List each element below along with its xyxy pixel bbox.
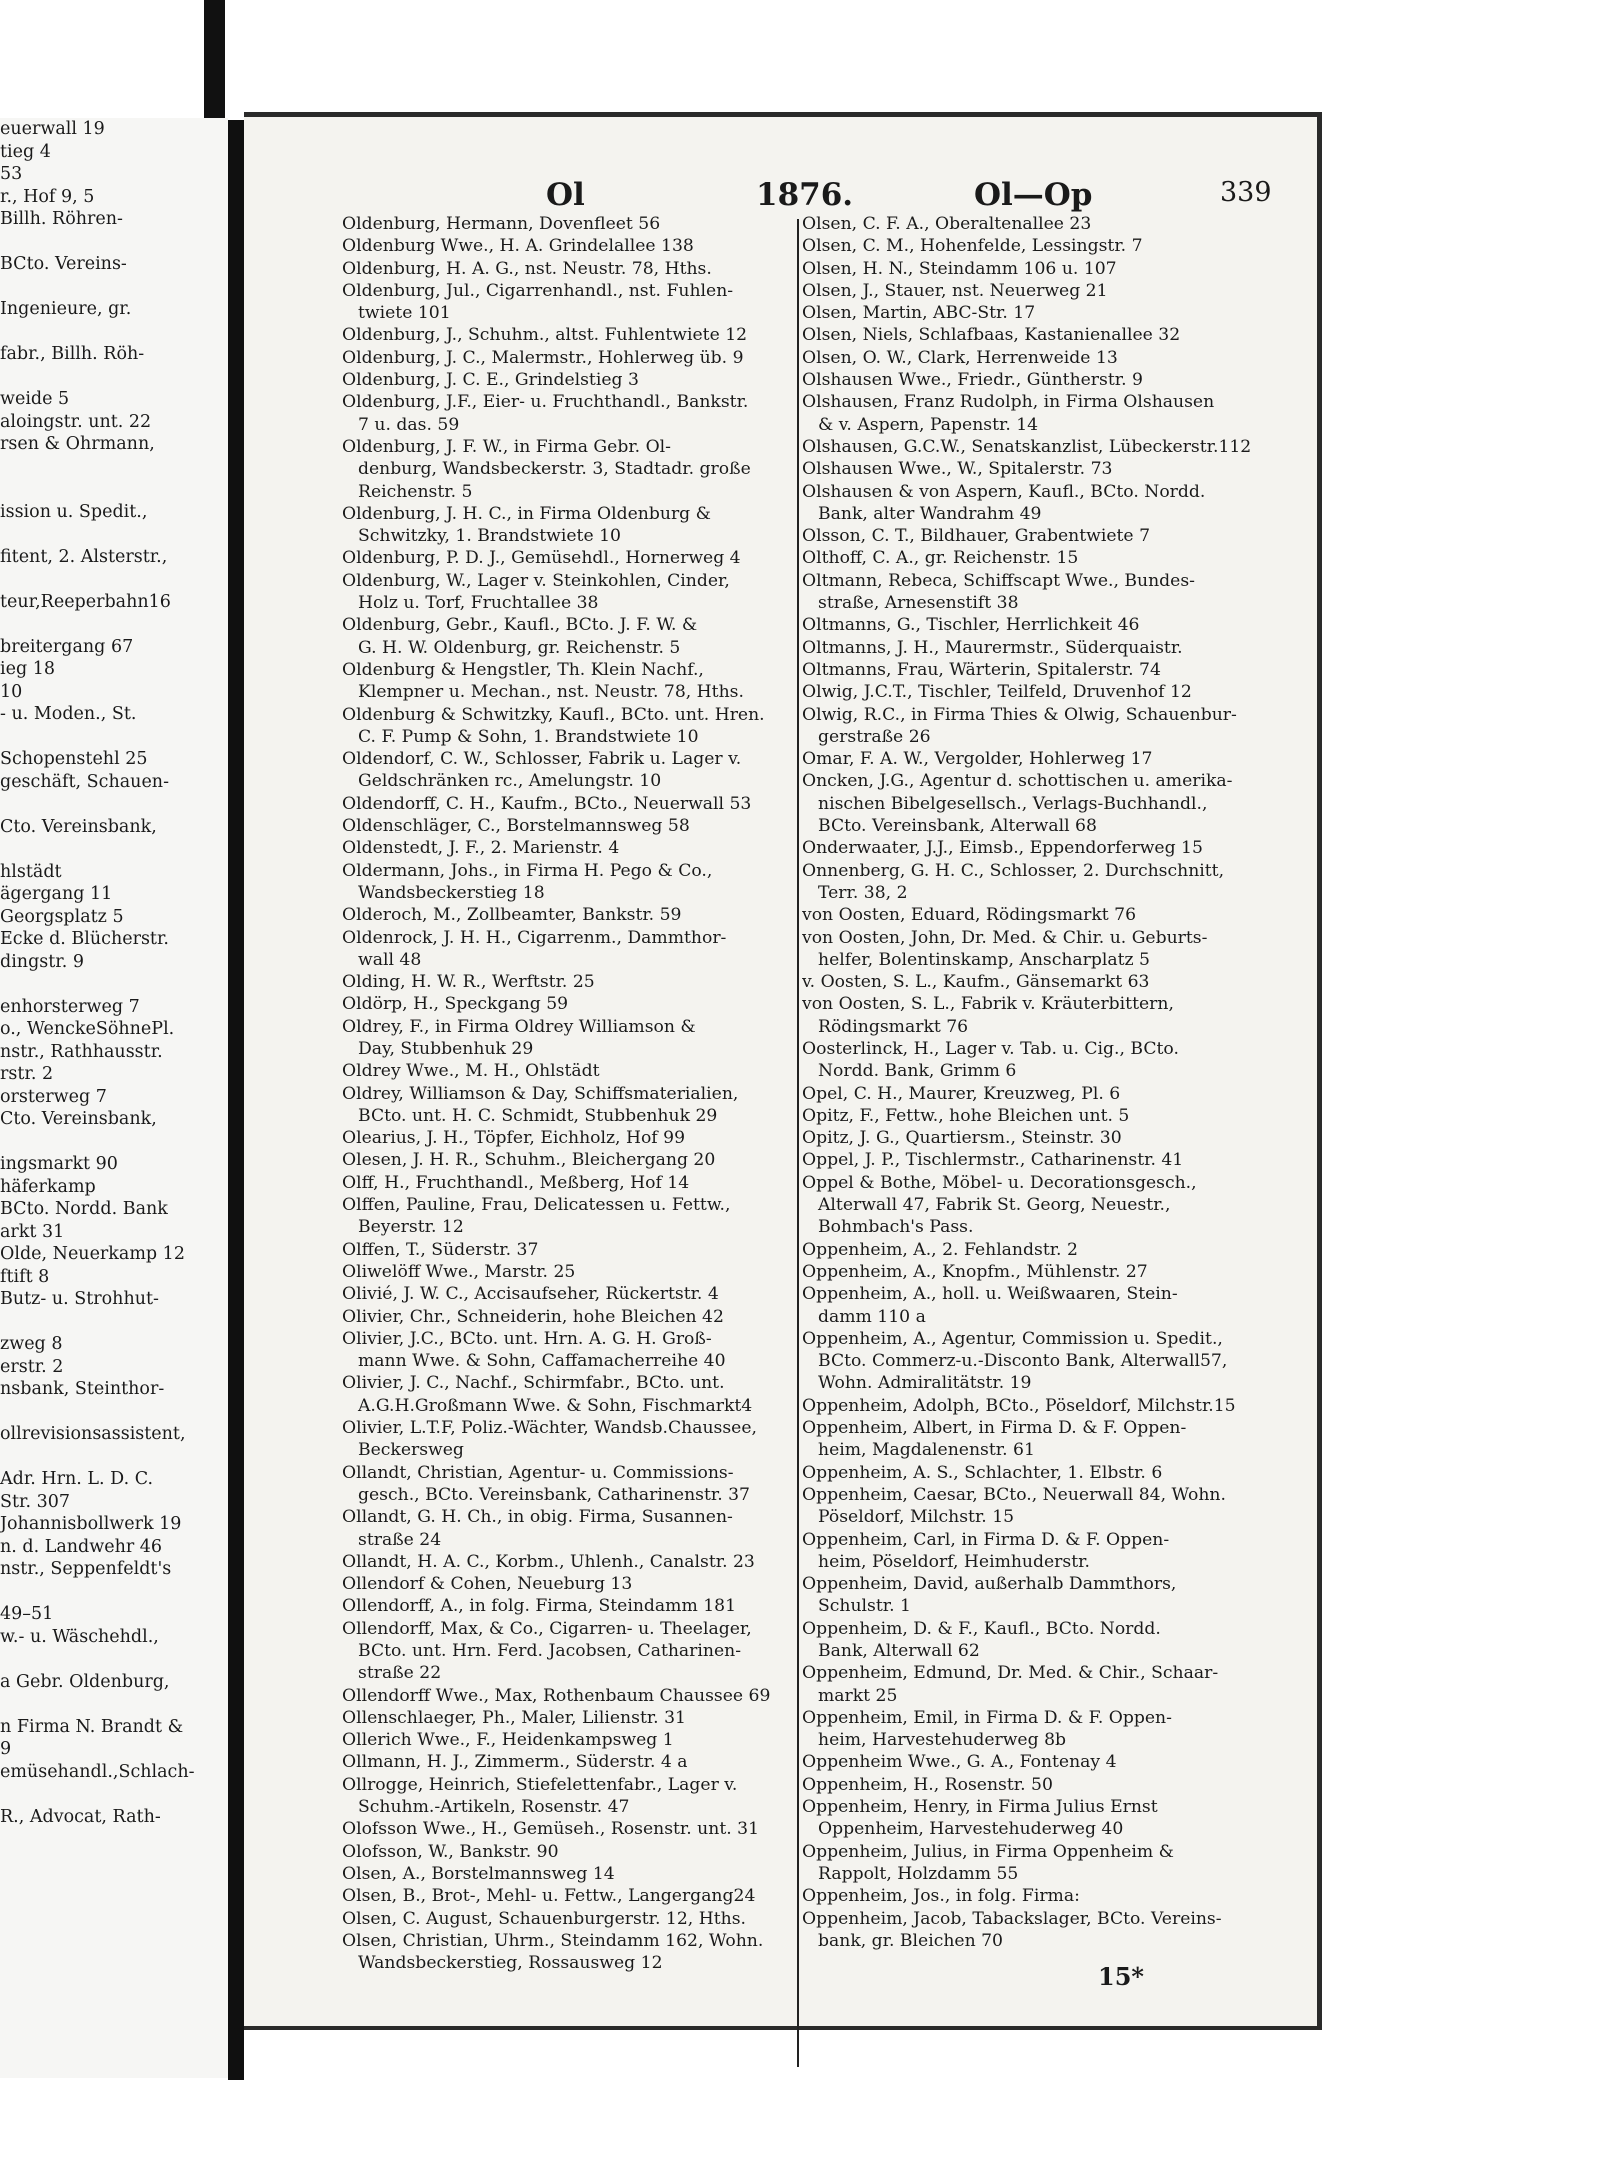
directory-entry: Oppenheim, Emil, in Firma D. & F. Oppen- [802,1707,1172,1728]
directory-entry: von Oosten, S. L., Fabrik v. Kräuterbittern, [802,994,1174,1015]
previous-page-line: Ecke d. Blücherstr. [0,929,169,949]
directory-entry: Omar, F. A. W., Vergolder, Hohlerweg 17 [802,749,1153,770]
directory-entry: Oppenheim, A., Knopfm., Mühlenstr. 27 [802,1261,1148,1282]
directory-entry: Oppenheim, A. S., Schlachter, 1. Elbstr. 6 [802,1462,1163,1483]
directory-entry: von Oosten, Eduard, Rödingsmarkt 76 [802,905,1137,926]
directory-entry-continuation: Bank, Alterwall 62 [818,1641,980,1661]
directory-entry: Oldenburg & Hengstler, Th. Klein Nachf., [342,659,704,680]
previous-page-line [0,1693,228,1716]
previous-page-line: Georgsplatz 5 [0,906,124,927]
directory-entry: Oppenheim, David, außerhalb Dammthors, [802,1574,1177,1595]
directory-entry: Ollandt, Christian, Agentur- u. Commissions- [342,1462,734,1483]
directory-entry-continuation: 7 u. das. 59 [358,414,460,435]
directory-entry: Olderoch, M., Zollbeamter, Bankstr. 59 [342,905,682,926]
previous-page-line: Str. 307 [0,1491,70,1512]
previous-page-line [0,1311,228,1334]
directory-entry: von Oosten, John, Dr. Med. & Chir. u. Geburts- [802,927,1208,948]
directory-entry-continuation: Schulstr. 1 [818,1596,911,1617]
directory-entry: Olivié, J. W. C., Accisaufseher, Rückertstr. 4 [342,1284,719,1305]
directory-entry: Olsen, B., Brot-, Mehl- u. Fettw., Langergang24 [342,1886,756,1907]
directory-entry: Oldenburg, P. D. J., Gemüsehdl., Hornerweg 4 [342,548,741,569]
directory-entry-continuation: Nordd. Bank, Grimm 6 [818,1061,1017,1082]
page-number: 339 [1220,177,1272,208]
previous-page-line: r., Hof 9, 5 [0,186,95,207]
previous-page-line [0,231,228,254]
directory-entry: Ollendorff Wwe., Max, Rothenbaum Chaussee 69 [342,1685,771,1706]
directory-entry: Oppenheim, Adolph, BCto., Pöseldorf, Milchstr.15 [802,1395,1236,1416]
previous-page-line: häferkamp [0,1176,96,1197]
directory-entry: Onderwaater, J.J., Eimsb., Eppendorferweg 15 [802,838,1203,859]
previous-page-line: enhorsterweg 7 [0,996,140,1017]
binding-shadow [204,0,225,120]
directory-entry: Olivier, J.C., BCto. unt. Hrn. A. G. H. Groß- [342,1328,712,1349]
signature-mark: 15* [1098,1962,1144,1991]
previous-page-line: Adr. Hrn. L. D. C. [0,1469,154,1489]
right-column [802,213,1284,1952]
directory-entry: Oldermann, Johs., in Firma H. Pego & Co., [342,860,713,881]
directory-entry: Olsen, Niels, Schlafbaas, Kastanienallee 32 [802,325,1181,346]
directory-entry-continuation: straße, Arnesenstift 38 [818,593,1019,614]
directory-entry-continuation: Wohn. Admiralitätstr. 19 [818,1373,1032,1394]
directory-entry: Ollendorff, Max, & Co., Cigarren- u. Theelager, [342,1618,752,1639]
previous-page-line: nstr., Rathhausstr. [0,1041,163,1062]
directory-entry: Olofsson, W., Bankstr. 90 [342,1841,559,1862]
directory-entry: Oppenheim, Henry, in Firma Julius Ernst [802,1797,1158,1818]
previous-page-line: - u. Moden., St. [0,704,137,724]
directory-entry: Ollrogge, Heinrich, Stiefelettenfabr., Lager v. [342,1774,738,1795]
directory-entry-continuation: Wandsbeckerstieg, Rossausweg 12 [358,1953,663,1974]
directory-entry-continuation: G. H. W. Oldenburg, gr. Reichenstr. 5 [358,637,681,658]
directory-entry-continuation: BCto. unt. H. C. Schmidt, Stubbenhuk 29 [358,1105,718,1126]
directory-entry: Oppenheim, A., holl. u. Weißwaaren, Stein- [802,1284,1178,1305]
previous-page-fragment [0,118,228,2078]
previous-page-line: breitergang 67 [0,636,134,657]
directory-entry-continuation: straße 24 [358,1529,442,1550]
directory-entry-continuation: & v. Aspern, Papenstr. 14 [818,414,1039,435]
directory-entry-continuation: Terr. 38, 2 [818,882,908,903]
directory-entry-continuation: twiete 101 [358,303,451,324]
previous-page-line: weide 5 [0,389,70,409]
directory-entry: Olffen, Pauline, Frau, Delicatessen u. Fettw., [342,1195,731,1216]
directory-entry-continuation: bank, gr. Bleichen 70 [818,1930,1003,1951]
directory-entry-continuation: Rödingsmarkt 76 [818,1016,969,1037]
previous-page-line [0,1648,228,1671]
header-right-range: Ol—Op [974,177,1093,213]
previous-page-line [0,321,228,344]
directory-entry-continuation: BCto. Commerz-u.-Disconto Bank, Alterwall57, [818,1351,1228,1372]
directory-entry-continuation: nischen Bibelgesellsch., Verlags-Buchhandl., [818,793,1208,814]
directory-entry: Oldenburg, J. F. W., in Firma Gebr. Ol- [342,436,671,457]
previous-page-line: orsterweg 7 [0,1086,107,1107]
previous-page-line: rstr. 2 [0,1064,54,1084]
directory-entry: Ollenschlaeger, Ph., Maler, Lilienstr. 31 [342,1707,686,1728]
previous-page-line [0,793,228,816]
directory-entry: Oppenheim, Julius, in Firma Oppenheim & [802,1841,1174,1862]
previous-page-line [0,838,228,861]
previous-page-line: nstr., Seppenfeldt's [0,1559,172,1579]
directory-entry: Opel, C. H., Maurer, Kreuzweg, Pl. 6 [802,1083,1121,1104]
directory-entry-continuation: heim, Harvestehuderweg 8b [818,1730,1067,1751]
previous-page-line [0,478,228,501]
directory-entry: Oldenburg, J. C., Malermstr., Hohlerweg üb. 9 [342,347,744,368]
directory-entry: Olesen, J. H. R., Schuhm., Bleichergang 20 [342,1150,716,1171]
directory-entry: Oldenburg, Jul., Cigarrenhandl., nst. Fuhlen- [342,280,734,301]
previous-page-line: ollrevisionsassistent, [0,1424,186,1444]
directory-entry: Oosterlinck, H., Lager v. Tab. u. Cig., BCto. [802,1038,1179,1059]
directory-entry-continuation: heim, Magdalenenstr. 61 [818,1440,1035,1461]
previous-page-line: ingsmarkt 90 [0,1154,118,1174]
previous-page-line: n Firma N. Brandt & [0,1716,184,1737]
previous-page-line: erstr. 2 [0,1356,64,1377]
previous-page-line: a Gebr. Oldenburg, [0,1671,170,1692]
previous-page-line: ägergang 11 [0,884,113,904]
directory-entry: Opitz, F., Fettw., hohe Bleichen unt. 5 [802,1105,1130,1126]
directory-entry-continuation: Wandsbeckerstieg 18 [358,882,545,903]
directory-entry: Ollmann, H. J., Zimmerm., Süderstr. 4 a [342,1752,688,1773]
directory-entry: Oldenburg, J.F., Eier- u. Fruchthandl., Bankstr. [342,392,749,413]
directory-entry: Oldendorff, C. H., Kaufm., BCto., Neuerwall 53 [342,793,752,814]
directory-entry: Ollandt, H. A. C., Korbm., Uhlenh., Canalstr. 23 [342,1551,755,1572]
directory-entry: Oppenheim, Caesar, BCto., Neuerwall 84, Wohn. [802,1484,1226,1505]
directory-entry: Olsen, C. F. A., Oberaltenallee 23 [802,214,1092,234]
directory-entry: Oldenburg, J. C. E., Grindelstieg 3 [342,370,639,391]
previous-page-line: ieg 18 [0,659,55,679]
directory-entry: Olsson, C. T., Bildhauer, Grabentwiete 7 [802,526,1151,547]
previous-page-line: Olde, Neuerkamp 12 [0,1244,185,1264]
previous-page-line [0,276,228,299]
previous-page-line [0,366,228,389]
previous-page-line: euerwall 19 [0,119,105,139]
previous-page-line: fitent, 2. Alsterstr., [0,546,168,567]
directory-entry-continuation: straße 22 [358,1663,442,1684]
directory-entry-continuation: denburg, Wandsbeckerstr. 3, Stadtadr. große [358,459,751,480]
directory-entry-continuation: helfer, Bolentinskamp, Anscharplatz 5 [818,949,1150,970]
directory-entry-continuation: damm 110 a [818,1306,926,1327]
previous-page-line: rsen & Ohrmann, [0,434,155,454]
directory-entry: Oltmann, Rebeca, Schiffscapt Wwe., Bundes- [802,570,1195,591]
directory-entry: Oppel, J. P., Tischlermstr., Catharinenstr. 41 [802,1150,1184,1171]
directory-entry-continuation: BCto. unt. Hrn. Ferd. Jacobsen, Catharinen- [358,1641,742,1661]
previous-page-line: Billh. Röhren- [0,209,123,229]
directory-entry: Oldenburg, J., Schuhm., altst. Fuhlentwiete 12 [342,325,748,346]
previous-page-line: teur,Reeperbahn16 [0,591,171,612]
directory-entry: Oldenburg Wwe., H. A. Grindelallee 138 [342,236,694,257]
previous-page-line: Cto. Vereinsbank, [0,816,157,837]
previous-page-line: nsbank, Steinthor- [0,1379,165,1399]
directory-entry: Olff, H., Fruchthandl., Meßberg, Hof 14 [342,1172,690,1193]
directory-entry-continuation: C. F. Pump & Sohn, 1. Brandstwiete 10 [358,726,699,747]
previous-page-line [0,523,228,546]
previous-page-line [0,1131,228,1154]
directory-entry-continuation: Bank, alter Wandrahm 49 [818,503,1042,524]
directory-entry: Olshausen, G.C.W., Senatskanzlist, Lübeckerstr.112 [802,436,1252,457]
previous-page-line: Butz- u. Strohhut- [0,1289,159,1309]
previous-page-line: ission u. Spedit., [0,501,148,522]
previous-page-line [0,1401,228,1424]
directory-entry-continuation: Oppenheim, Harvestehuderweg 40 [818,1819,1124,1840]
directory-entry: Olsen, J., Stauer, nst. Neuerweg 21 [802,280,1108,301]
directory-entry: Oldenstedt, J. F., 2. Marienstr. 4 [342,838,620,859]
directory-entry: Oldrey, F., in Firma Oldrey Williamson & [342,1016,696,1037]
directory-entry: Oppenheim, A., Agentur, Commission u. Spedit., [802,1328,1223,1349]
directory-entry-continuation: Klempner u. Mechan., nst. Neustr. 78, Hths. [358,682,744,703]
directory-entry-continuation: heim, Pöseldorf, Heimhuderstr. [818,1551,1090,1572]
directory-entry: Oldenburg, W., Lager v. Steinkohlen, Cinder, [342,570,730,591]
directory-entry: Oldenburg, Hermann, Dovenfleet 56 [342,214,661,234]
directory-entry: Oldrey Wwe., M. H., Ohlstädt [342,1061,600,1082]
directory-entry-continuation: Pöseldorf, Milchstr. 15 [818,1507,1015,1528]
directory-entry: Oppenheim, A., 2. Fehlandstr. 2 [802,1239,1078,1260]
directory-entry: Oppenheim, Jos., in folg. Firma: [802,1886,1080,1907]
previous-page-line: 49–51 [0,1604,54,1624]
directory-entry: v. Oosten, S. L., Kaufm., Gänsemarkt 63 [802,972,1150,993]
directory-entry: Oldörp, H., Speckgang 59 [342,994,569,1015]
header-left-range: Ol [546,177,585,213]
previous-page-line: emüsehandl.,Schlach- [0,1761,195,1782]
previous-page-line: Johannisbollwerk 19 [0,1514,182,1534]
directory-entry: Ollendorf & Cohen, Neueburg 13 [342,1574,633,1595]
directory-entry: Oppenheim, Jacob, Tabackslager, BCto. Vereins- [802,1908,1222,1929]
directory-entry: Olofsson Wwe., H., Gemüseh., Rosenstr. unt. 31 [342,1819,760,1840]
directory-entry: Olwig, J.C.T., Tischler, Teilfeld, Druvenhof 12 [802,682,1192,703]
previous-page-line: Schopenstehl 25 [0,749,148,769]
directory-entry: Olearius, J. H., Töpfer, Eichholz, Hof 99 [342,1128,686,1149]
directory-entry: Oldenschläger, C., Borstelmannsweg 58 [342,816,690,837]
previous-page-line: hlstädt [0,861,62,882]
directory-entry: Oppenheim, Albert, in Firma D. & F. Oppen- [802,1418,1187,1439]
directory-entry-continuation: Schuhm.-Artikeln, Rosenstr. 47 [358,1797,630,1818]
directory-entry: Oltmanns, Frau, Wärterin, Spitalerstr. 74 [802,659,1161,680]
previous-page-line: Ingenieure, gr. [0,299,132,319]
previous-page-line: n. d. Landwehr 46 [0,1536,163,1557]
directory-entry: Olsen, Christian, Uhrm., Steindamm 162, Wohn. [342,1930,764,1951]
directory-entry-continuation: Reichenstr. 5 [358,481,473,502]
directory-entry: Ollandt, G. H. Ch., in obig. Firma, Susannen- [342,1507,733,1528]
previous-page-line: dingstr. 9 [0,951,84,972]
previous-page-line: geschäft, Schauen- [0,771,169,792]
previous-page-line: tieg 4 [0,141,51,162]
directory-entry-continuation: Geldschränken rc., Amelungstr. 10 [358,771,662,792]
directory-entry: Oldenrock, J. H. H., Cigarrenm., Dammthor- [342,927,727,948]
previous-page-line: fabr., Billh. Röh- [0,344,145,364]
directory-page [244,112,1322,2030]
previous-page-line: zweg 8 [0,1334,63,1354]
directory-entry-continuation: gesch., BCto. Vereinsbank, Catharinenstr. 37 [358,1484,750,1505]
previous-page-line: R., Advocat, Rath- [0,1806,161,1827]
directory-entry: Oncken, J.G., Agentur d. schottischen u. amerika- [802,771,1233,792]
directory-entry: Oliwelöff Wwe., Marstr. 25 [342,1261,576,1282]
directory-entry-continuation: Rappolt, Holzdamm 55 [818,1863,1019,1884]
directory-entry: Oppenheim, Edmund, Dr. Med. & Chir., Schaar- [802,1663,1219,1684]
directory-entry-continuation: A.G.H.Großmann Wwe. & Sohn, Fischmarkt4 [358,1395,753,1416]
directory-entry: Oldendorf, C. W., Schlosser, Fabrik u. Lager v. [342,749,742,770]
previous-page-line: 53 [0,164,23,184]
directory-entry: Opitz, J. G., Quartiersm., Steinstr. 30 [802,1128,1122,1149]
directory-entry: Oppel & Bothe, Möbel- u. Decorationsgesch., [802,1172,1197,1193]
directory-entry: Olshausen & von Aspern, Kaufl., BCto. Nordd. [802,481,1206,502]
previous-page-line: 10 [0,681,23,702]
directory-entry: Olshausen Wwe., Friedr., Güntherstr. 9 [802,370,1143,391]
directory-entry: Oldrey, Williamson & Day, Schiffsmaterialien, [342,1083,739,1104]
directory-entry: Olsen, Martin, ABC-Str. 17 [802,303,1036,324]
directory-entry: Onnenberg, G. H. C., Schlosser, 2. Durchschnitt, [802,860,1225,881]
previous-page-line: aloingstr. unt. 22 [0,411,152,432]
previous-page-line: w.- u. Wäschehdl., [0,1626,159,1647]
previous-page-line [0,726,228,749]
directory-entry: Olivier, J. C., Nachf., Schirmfabr., BCto. unt. [342,1373,725,1394]
directory-entry: Olsen, H. N., Steindamm 106 u. 107 [802,258,1117,279]
directory-entry-continuation: Beyerstr. 12 [358,1217,464,1238]
previous-page-line [0,973,228,996]
directory-entry: Olding, H. W. R., Werftstr. 25 [342,972,595,993]
directory-entry: Olthoff, C. A., gr. Reichenstr. 15 [802,548,1079,569]
directory-entry: Olsen, C. M., Hohenfelde, Lessingstr. 7 [802,236,1143,257]
directory-entry-continuation: Beckersweg [358,1440,464,1461]
directory-entry: Olwig, R.C., in Firma Thies & Olwig, Schauenbur- [802,704,1237,725]
directory-entry: Olshausen Wwe., W., Spitalerstr. 73 [802,459,1113,480]
previous-page-line: 9 [0,1739,12,1759]
previous-page-line [0,568,228,591]
directory-entry: Ollendorff, A., in folg. Firma, Steindamm 181 [342,1596,737,1617]
previous-page-line: arkt 31 [0,1221,65,1242]
previous-page-line: BCto. Nordd. Bank [0,1199,168,1219]
directory-entry-continuation: Schwitzky, 1. Brandstwiete 10 [358,526,621,547]
directory-entry: Oppenheim, Carl, in Firma D. & F. Oppen- [802,1529,1170,1550]
directory-entry: Olshausen, Franz Rudolph, in Firma Olshausen [802,392,1215,413]
directory-entry: Olffen, T., Süderstr. 37 [342,1239,539,1260]
directory-entry-continuation: gerstraße 26 [818,726,931,747]
directory-entry-continuation: Alterwall 47, Fabrik St. Georg, Neuestr., [818,1195,1171,1216]
previous-page-line: BCto. Vereins- [0,254,127,274]
header-year: 1876. [756,177,854,213]
previous-page-line [0,1581,228,1604]
previous-page-line [0,1446,228,1469]
directory-entry-continuation: mann Wwe. & Sohn, Caffamacherreihe 40 [358,1351,726,1372]
directory-entry: Oltmanns, G., Tischler, Herrlichkeit 46 [802,615,1140,636]
directory-entry-continuation: markt 25 [818,1685,898,1706]
column-divider [797,219,799,2067]
previous-page-line: o., WenckeSöhnePl. [0,1019,175,1039]
book-gutter [228,120,244,2080]
directory-entry-continuation: Holz u. Torf, Fruchtallee 38 [358,593,599,614]
previous-page-line: ftift 8 [0,1266,50,1287]
directory-entry: Oppenheim Wwe., G. A., Fontenay 4 [802,1752,1117,1773]
left-column [342,213,798,1974]
directory-entry: Olivier, L.T.F, Poliz.-Wächter, Wandsb.Chaussee, [342,1418,757,1439]
previous-page-line [0,1783,228,1806]
directory-entry: Oppenheim, H., Rosenstr. 50 [802,1774,1053,1795]
directory-entry-continuation: BCto. Vereinsbank, Alterwall 68 [818,816,1097,837]
directory-entry: Olivier, Chr., Schneiderin, hohe Bleichen 42 [342,1306,724,1327]
directory-entry-continuation: Day, Stubbenhuk 29 [358,1038,534,1059]
directory-entry: Olsen, A., Borstelmannsweg 14 [342,1863,615,1884]
directory-entry: Oltmanns, J. H., Maurermstr., Süderquaistr. [802,637,1183,658]
directory-entry: Oppenheim, D. & F., Kaufl., BCto. Nordd. [802,1618,1161,1639]
previous-page-line [0,456,228,479]
directory-entry-continuation: Bohmbach's Pass. [818,1217,974,1238]
directory-entry: Oldenburg, H. A. G., nst. Neustr. 78, Hths. [342,258,712,279]
previous-page-line: Cto. Vereinsbank, [0,1109,157,1129]
directory-entry: Oldenburg, J. H. C., in Firma Oldenburg & [342,503,711,524]
directory-entry: Olsen, O. W., Clark, Herrenweide 13 [802,347,1118,368]
directory-entry: Ollerich Wwe., F., Heidenkampsweg 1 [342,1730,674,1751]
directory-entry-continuation: wall 48 [358,949,422,970]
directory-entry: Oldenburg & Schwitzky, Kaufl., BCto. unt. Hren. [342,704,765,725]
directory-entry: Oldenburg, Gebr., Kaufl., BCto. J. F. W. & [342,615,698,636]
directory-entry: Olsen, C. August, Schauenburgerstr. 12, Hths. [342,1908,746,1929]
previous-page-line [0,613,228,636]
